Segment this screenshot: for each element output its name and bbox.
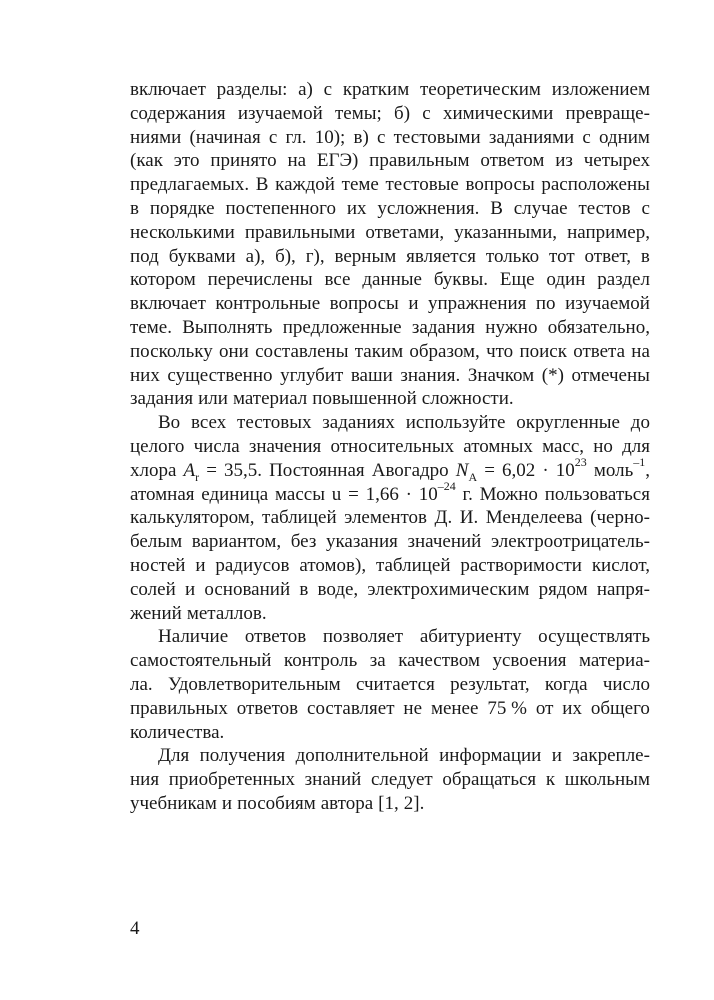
word: правильных <box>130 697 228 719</box>
word: ЕГЭ) <box>316 150 359 172</box>
word: белым <box>130 531 183 553</box>
word: не <box>403 697 423 719</box>
word: элементов <box>344 507 428 529</box>
word: тестовыми <box>393 126 481 148</box>
word: школьным <box>564 769 650 791</box>
word: · <box>542 459 549 481</box>
word: и <box>221 792 233 814</box>
paragraph <box>130 411 650 625</box>
word: превраще- <box>565 102 650 124</box>
word: таким <box>354 340 404 362</box>
word: теоретическим <box>419 79 541 100</box>
word: единица <box>201 483 269 505</box>
word: $10^{23}$ <box>555 455 587 481</box>
text-line <box>130 149 650 173</box>
word: атомная <box>130 483 195 505</box>
word: в) <box>353 126 369 148</box>
word: тестовых <box>237 412 312 434</box>
text-line <box>130 126 650 150</box>
word: в <box>640 245 650 267</box>
word: порядке <box>149 197 215 219</box>
word: б), <box>275 245 296 267</box>
word: перечислены <box>207 269 313 291</box>
word: ваши <box>350 364 393 386</box>
word: г. <box>462 483 473 505</box>
word: Авогадро <box>371 459 449 481</box>
word: поиск <box>519 340 567 362</box>
word: когда <box>544 673 588 695</box>
word: случае <box>513 197 568 219</box>
word: буквами <box>168 245 236 267</box>
word: правильными <box>244 221 356 243</box>
word: 1,66 <box>365 483 399 505</box>
text-line <box>130 506 650 530</box>
word: изучаемой <box>237 102 323 124</box>
word: постепенного <box>225 197 337 219</box>
text-line <box>130 673 650 697</box>
word: задания <box>411 316 476 338</box>
word: информации <box>439 745 542 767</box>
word: и <box>184 578 196 600</box>
word: Во <box>158 412 181 434</box>
word: содержания <box>130 102 226 124</box>
word: углубит <box>280 364 344 386</box>
word: результат, <box>450 673 530 695</box>
word: ответ, <box>584 245 632 267</box>
word: контрольные <box>215 293 321 315</box>
word: Можно <box>479 483 538 505</box>
word: · <box>405 483 412 505</box>
word: калькулятором, <box>130 507 255 529</box>
word: с <box>376 126 386 148</box>
word: сложности. <box>421 388 514 410</box>
text-line <box>130 102 650 126</box>
word: пособиям <box>237 792 316 814</box>
word: поскольку <box>130 340 213 362</box>
word: 2]. <box>403 792 425 814</box>
word: каждой <box>275 174 335 196</box>
word: дополнительной <box>295 745 429 767</box>
text-line <box>130 245 650 269</box>
word: количества. <box>130 721 225 743</box>
word: (как <box>130 150 163 172</box>
word: и <box>551 745 562 767</box>
word: = <box>206 459 217 481</box>
word: металлов. <box>186 602 267 624</box>
word: ностей <box>130 554 186 576</box>
word: 6,02 <box>502 459 536 481</box>
text-line <box>130 649 650 673</box>
word: упражнения <box>427 293 527 315</box>
word: в <box>130 197 139 219</box>
word: Наличие <box>158 626 229 648</box>
word: материа- <box>578 650 650 672</box>
word: целого <box>130 435 185 457</box>
text-line <box>130 697 650 721</box>
word: включает <box>130 79 206 100</box>
word: нужно <box>485 316 538 338</box>
word: (черно- <box>590 507 650 529</box>
word: это <box>173 150 200 172</box>
word: $10^{-24}$ <box>418 479 456 505</box>
word: оснований <box>204 578 291 600</box>
word: ответом <box>480 150 545 172</box>
word: указанными, <box>454 221 558 243</box>
word: а) <box>298 79 313 100</box>
word: И. <box>459 507 479 529</box>
word: (*) <box>541 364 564 386</box>
word: расположены <box>541 174 650 196</box>
word: верным <box>334 245 397 267</box>
text-line <box>130 578 650 602</box>
word: таблицей <box>262 507 337 529</box>
word: заданиями <box>488 126 575 148</box>
word: относительных <box>330 435 455 457</box>
word: них <box>130 364 160 386</box>
word: образом, <box>409 340 480 362</box>
text-line <box>130 411 650 435</box>
text-line <box>130 292 650 316</box>
word: $N_A$ <box>455 459 478 484</box>
word: правильным <box>369 150 470 172</box>
word: от <box>535 697 554 719</box>
text-line <box>130 792 650 816</box>
word: для <box>622 435 650 457</box>
word: задания <box>130 388 194 410</box>
text-line <box>130 479 650 507</box>
word: = <box>348 483 359 505</box>
word: что <box>486 340 514 362</box>
word: Удовлетворительным <box>167 673 341 695</box>
text-line <box>130 721 650 745</box>
word: закрепле- <box>572 745 650 767</box>
word: качеством <box>398 650 481 672</box>
word: в <box>299 578 309 600</box>
word: осуществлять <box>538 626 650 648</box>
word: вариантом, <box>191 531 282 553</box>
word: составляет <box>307 697 395 719</box>
text-line <box>130 435 650 459</box>
word: знания. <box>400 364 461 386</box>
word: усложнения. <box>377 197 480 219</box>
word: является <box>406 245 476 267</box>
word: вопросы <box>329 293 399 315</box>
word: Менделеева <box>485 507 583 529</box>
word: без <box>290 531 317 553</box>
word: с <box>641 197 650 219</box>
word: ответами, <box>365 221 445 243</box>
word: все <box>324 269 351 291</box>
word: и <box>195 554 206 576</box>
text-line <box>130 387 650 411</box>
word: изложением <box>551 79 650 100</box>
word: Еще <box>499 269 535 291</box>
word: на <box>287 150 307 172</box>
word: считается <box>355 673 435 695</box>
word: а), <box>245 245 266 267</box>
word: тестовые <box>385 174 459 196</box>
word: они <box>218 340 249 362</box>
word: с <box>582 126 591 148</box>
word: знаний <box>304 769 362 791</box>
word: атомов), <box>299 554 367 576</box>
text-line <box>130 340 650 364</box>
word: кислот, <box>591 554 650 576</box>
word: с <box>422 102 431 124</box>
word: атомных <box>463 435 533 457</box>
word: четырех <box>583 150 650 172</box>
document-body <box>130 78 650 816</box>
word: несколькими <box>130 221 235 243</box>
word: всех <box>191 412 227 434</box>
word: буквы. <box>433 269 489 291</box>
word: рядом <box>538 578 588 600</box>
word: один <box>546 269 586 291</box>
word: к <box>545 769 556 791</box>
text-line <box>130 173 650 197</box>
text-line <box>130 364 650 388</box>
word: Выполнять <box>182 316 273 338</box>
word: В <box>490 197 503 219</box>
word: позволяет <box>322 626 404 648</box>
word: кратким <box>342 79 410 100</box>
text-line <box>130 316 650 340</box>
word: Для <box>158 745 190 767</box>
word: принято <box>210 150 277 172</box>
text-line <box>130 455 650 484</box>
word: менее <box>430 697 479 719</box>
word: данные <box>362 269 422 291</box>
word: химическими <box>442 102 554 124</box>
word: абитуриенту <box>419 626 522 648</box>
word: предлагаемых. <box>130 174 250 196</box>
word: масс, <box>542 435 585 457</box>
word: с <box>323 79 333 100</box>
word: ответов <box>244 626 307 648</box>
word: массы <box>275 483 325 505</box>
word: Д. <box>434 507 453 529</box>
word: Постоянная <box>269 459 365 481</box>
word: отмечены <box>571 364 650 386</box>
paragraph <box>130 78 650 411</box>
word: 10); <box>314 126 346 148</box>
word: обращаться <box>442 769 537 791</box>
text-line <box>130 221 650 245</box>
word: В <box>255 174 269 196</box>
word: самостоятельный <box>130 650 272 672</box>
word: (начиная <box>189 126 261 148</box>
word: раздел <box>597 269 650 291</box>
word: одним <box>598 126 650 148</box>
text-line <box>130 530 650 554</box>
word: с <box>268 126 278 148</box>
word: воде, <box>317 578 359 600</box>
text-line <box>130 197 650 221</box>
word: напря- <box>596 578 650 600</box>
text-line <box>130 602 650 626</box>
word: приобретенных <box>168 769 296 791</box>
word: $A_r$ <box>183 459 200 484</box>
word: из <box>555 150 573 172</box>
word: существенно <box>167 364 273 386</box>
word: таблицей <box>375 554 451 576</box>
word: включает <box>130 293 206 315</box>
word: используйте <box>405 412 506 434</box>
word: получения <box>199 745 286 767</box>
word: ниями <box>130 126 182 148</box>
word: под <box>130 245 159 267</box>
word: составлены <box>255 340 349 362</box>
word: б) <box>394 102 411 124</box>
word: разделы: <box>216 79 288 100</box>
word: = <box>484 459 495 481</box>
word: вопросы <box>465 174 535 196</box>
word: повышенной <box>312 388 417 410</box>
word: только <box>485 245 540 267</box>
word: ла. <box>130 673 153 695</box>
word: указания <box>325 531 398 553</box>
word: ответов <box>236 697 299 719</box>
word: тестов <box>578 197 631 219</box>
word: их <box>346 197 367 219</box>
word: или <box>198 388 228 410</box>
word: предложенные <box>282 316 402 338</box>
text-line <box>130 744 650 768</box>
word: заданиях <box>322 412 395 434</box>
word: теме. <box>130 316 172 338</box>
word: пользоваться <box>544 483 650 505</box>
word: моль$^{-1}$, <box>593 455 650 481</box>
word: тот <box>549 245 575 267</box>
word: значения <box>248 435 322 457</box>
word: округленные <box>516 412 620 434</box>
word: 75 % <box>487 697 527 719</box>
text-line <box>130 554 650 578</box>
word: материал <box>232 388 308 410</box>
word: и <box>408 293 419 315</box>
word: усвоения <box>492 650 567 672</box>
word: радиусов <box>215 554 290 576</box>
word: значений <box>407 531 482 553</box>
word: общего <box>590 697 650 719</box>
word: гл. <box>285 126 307 148</box>
word: за <box>369 650 386 672</box>
word: учебникам <box>130 792 217 814</box>
word: электроотрицатель- <box>490 531 650 553</box>
word: электрохимическим <box>367 578 530 600</box>
word: но <box>593 435 613 457</box>
word: хлора <box>130 459 177 481</box>
word: [1, <box>378 792 399 814</box>
page-number: 4 <box>130 918 140 939</box>
word: их <box>562 697 582 719</box>
text-line <box>130 768 650 792</box>
word: автора <box>320 792 374 814</box>
word: числа <box>193 435 240 457</box>
word: следует <box>370 769 433 791</box>
word: 35,5. <box>223 459 262 481</box>
word: темы; <box>334 102 382 124</box>
text-line <box>130 78 650 102</box>
word: например, <box>567 221 650 243</box>
word: солей <box>130 578 176 600</box>
word: контроль <box>283 650 358 672</box>
text-line <box>130 268 650 292</box>
word: растворимости <box>460 554 582 576</box>
word: г), <box>305 245 325 267</box>
word: по <box>535 293 556 315</box>
text-line <box>130 625 650 649</box>
word: число <box>602 673 650 695</box>
word: ния <box>130 769 160 791</box>
word: Значком <box>467 364 535 386</box>
word: u <box>331 483 342 505</box>
word: ответа <box>573 340 626 362</box>
word: до <box>630 412 650 434</box>
word: изучаемой <box>565 293 650 315</box>
paragraph <box>130 625 650 744</box>
word: котором <box>130 269 196 291</box>
word: на <box>631 340 650 362</box>
paragraph <box>130 744 650 815</box>
word: обязательно, <box>547 316 650 338</box>
word: жений <box>130 602 182 624</box>
word: теме <box>341 174 379 196</box>
